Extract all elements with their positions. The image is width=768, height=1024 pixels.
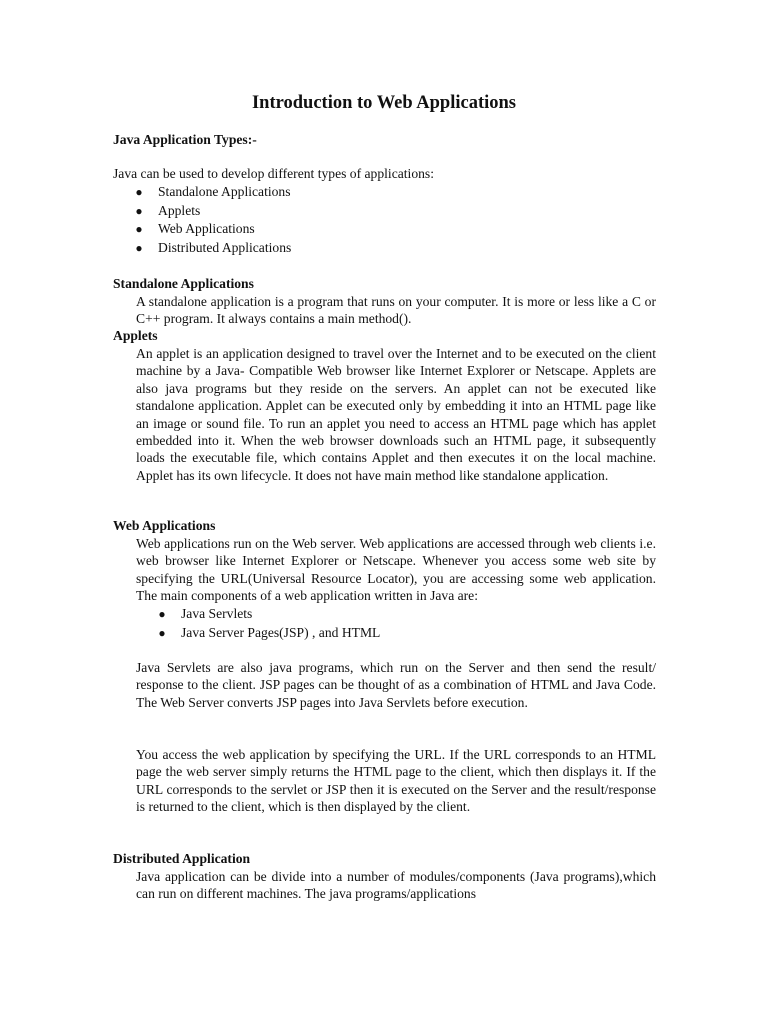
list-item (157, 605, 380, 624)
section-heading-standalone-applications: Standalone Applications (113, 276, 254, 291)
list-item (134, 202, 291, 221)
standalone-paragraph: A standalone application is a program that runs on your computer. It is more or less like a C or C++ program. It always contains a main method(). (136, 294, 656, 327)
list-item (134, 183, 291, 202)
types-intro-paragraph: Java can be used to develop different types of applications: (113, 166, 434, 181)
list-item (157, 624, 380, 643)
section-heading-applets: Applets (113, 328, 158, 343)
web-applications-paragraph: Web applications run on the Web server. Web applications are accessed through web clients i.e. web browser like Internet Explorer or Netscape. Whenever you access some web site by specifying the URL(Universal Resource Locator), you are accessing some web application. The main components of a web application written in Java are: (136, 536, 656, 604)
list-item-text: Web Applications (158, 221, 255, 237)
bullet-icon: ● (135, 240, 143, 255)
application-types-list (134, 183, 291, 257)
list-item-text: Java Servlets (181, 606, 253, 621)
list-item (134, 239, 291, 258)
list-item-text: Java Server Pages(JSP) , and HTML (181, 624, 381, 640)
servlets-paragraph: Java Servlets are also java programs, which run on the Server and then send the result/ response to the client. JSP pages can be thought of as a combination of HTML and Java Code. The Web Server converts JSP pages into Java Servlets before execution. (136, 660, 656, 710)
list-item (134, 220, 291, 239)
page-title: Introduction to Web Applications (251, 93, 517, 113)
section-heading-java-application-types: Java Application Types:- (113, 132, 257, 147)
bullet-icon: ● (135, 222, 143, 237)
section-heading-distributed-application: Distributed Application (113, 851, 251, 866)
applets-paragraph: An applet is an application designed to travel over the Internet and to be executed on the client machine by a Java- Compatible Web browser like Internet Explorer or Netscape. Applets are also java programs but they reside on the servers. An applet can not be executed like standalone application. Applet can be executed only by embedding it into an HTML page like an image or sound file. To run an applet you need to access an HTML page which has applet embedded into it. When the web browser downloads such an HTML page, it subsequently loads the executable file, which contains Applet and then executes it on the local machine. Applet has its own lifecycle. It does not have main method like standalone application. (136, 346, 656, 483)
web-components-list (157, 605, 380, 642)
list-item-text: Distributed Applications (158, 239, 292, 255)
bullet-icon: ● (158, 625, 166, 640)
distributed-paragraph: Java application can be divide into a number of modules/components (Java programs),which can run on different machines. The java programs/applications (136, 869, 656, 902)
bullet-icon: ● (158, 607, 166, 621)
access-paragraph: You access the web application by specifying the URL. If the URL corresponds to an HTML page the web server simply returns the HTML page to the client, which then displays it. If the URL corresponds to the servlet or JSP then it is executed on the Server and the result/response is returned to the client, which is then displayed by the client. (136, 747, 656, 815)
bullet-icon: ● (135, 185, 143, 199)
list-item-text: Standalone Applications (158, 184, 291, 199)
list-item-text: Applets (158, 202, 201, 218)
section-heading-web-applications: Web Applications (113, 518, 216, 533)
bullet-icon: ● (135, 203, 143, 218)
